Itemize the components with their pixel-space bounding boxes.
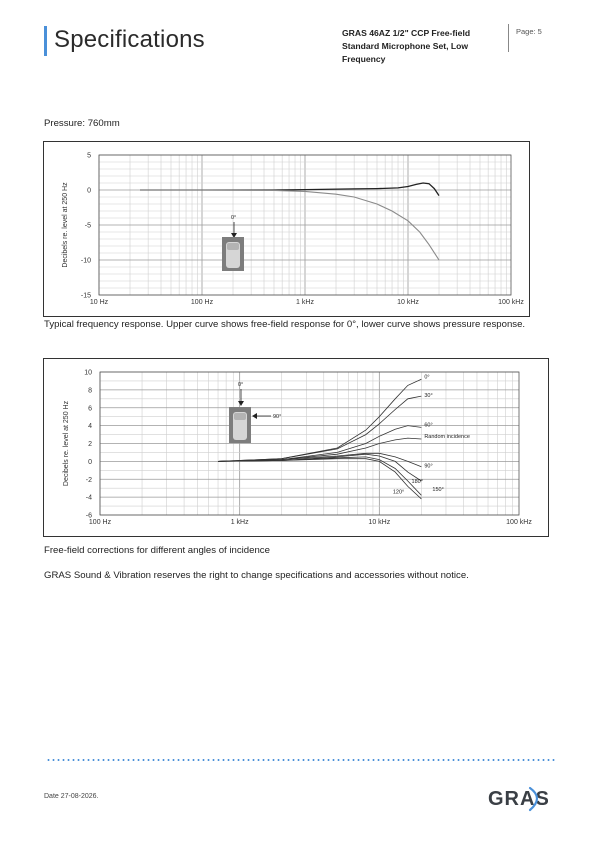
y-tick-label: 10 bbox=[84, 369, 92, 377]
angle-annotation-90: 90° bbox=[273, 414, 282, 420]
x-tick-label: 100 Hz bbox=[190, 299, 214, 306]
y-tick-label: 0 bbox=[88, 458, 92, 466]
chart-grid bbox=[99, 155, 511, 295]
series-label: Random incidence bbox=[424, 434, 470, 441]
frequency-response-chart bbox=[44, 142, 529, 316]
title-accent-bar bbox=[44, 26, 47, 56]
x-tick-label: 100 kHz bbox=[506, 519, 532, 526]
logo-text: GRAS bbox=[488, 788, 548, 810]
angle-annotation-0: 0° bbox=[238, 382, 244, 388]
incidence-arrowhead-90 bbox=[252, 413, 257, 419]
page-number: Page: 5 bbox=[516, 27, 542, 36]
y-tick-label: 4 bbox=[88, 423, 92, 431]
y-tick-label: 6 bbox=[88, 405, 92, 413]
series-line-0 bbox=[140, 183, 439, 196]
x-tick-label: 100 Hz bbox=[88, 519, 112, 526]
x-tick-label: 1 kHz bbox=[230, 519, 249, 526]
x-tick-label: 10 kHz bbox=[397, 299, 419, 306]
header-divider bbox=[508, 24, 509, 52]
chart-frame-free-field-corrections bbox=[43, 358, 549, 537]
series-label: 90° bbox=[424, 463, 433, 470]
angle-annotation: 0° bbox=[231, 215, 237, 221]
series-label: 0° bbox=[424, 374, 430, 381]
series-label: 180° bbox=[411, 478, 423, 485]
notice-text: GRAS Sound & Vibration reserves the right to change specifications and accessories without notice. bbox=[44, 570, 469, 581]
gras-logo bbox=[486, 780, 548, 821]
chart-frame-frequency-response bbox=[43, 141, 530, 317]
incidence-arrowhead-0 bbox=[238, 401, 244, 406]
footer-dotted-divider bbox=[46, 759, 556, 761]
x-tick-label: 10 kHz bbox=[368, 519, 391, 526]
y-tick-label: -2 bbox=[85, 476, 92, 484]
footer-date: Date 27-08-2026. bbox=[44, 793, 99, 800]
y-tick-label: 5 bbox=[87, 152, 91, 160]
y-tick-label: -6 bbox=[85, 512, 92, 520]
y-tick-label: 8 bbox=[88, 387, 92, 395]
x-tick-label: 10 Hz bbox=[89, 299, 109, 306]
free-field-corrections-chart bbox=[44, 359, 548, 536]
document-title: GRAS 46AZ 1/2" CCP Free-field Standard Microphone Set, Low Frequency bbox=[342, 28, 471, 64]
y-tick-label: -10 bbox=[80, 257, 91, 265]
series-label: 150° bbox=[432, 486, 444, 493]
page-title: Specifications bbox=[54, 26, 205, 53]
y-tick-label: -4 bbox=[85, 494, 92, 502]
y-tick-label: -15 bbox=[80, 292, 91, 300]
series-label: 30° bbox=[424, 393, 433, 400]
y-tick-label: 2 bbox=[88, 441, 92, 448]
chart1-caption: Typical frequency response. Upper curve shows free-field response for 0°, lower curve shows pressure response. bbox=[44, 319, 526, 330]
series-label: 120° bbox=[392, 489, 405, 496]
series-line-6 bbox=[218, 457, 421, 495]
chart2-caption: Free-field corrections for different angles of incidence bbox=[44, 545, 270, 556]
y-tick-label: 0 bbox=[87, 187, 91, 195]
series-label: 60° bbox=[424, 422, 433, 429]
y-tick-label: -5 bbox=[84, 222, 91, 230]
y-axis-label: Decibels re. level at 250 Hz bbox=[63, 400, 70, 487]
pressure-label: Pressure: 760mm bbox=[44, 118, 120, 129]
x-tick-label: 1 kHz bbox=[296, 299, 314, 306]
microphone-icon bbox=[229, 407, 251, 443]
microphone-icon bbox=[222, 237, 244, 271]
series-line-7 bbox=[218, 459, 421, 499]
series-line-5 bbox=[218, 454, 421, 481]
chart-grid bbox=[100, 372, 519, 515]
y-axis-label: Decibels re. level at 250 Hz bbox=[62, 182, 69, 268]
x-tick-label: 100 kHz bbox=[498, 299, 524, 306]
